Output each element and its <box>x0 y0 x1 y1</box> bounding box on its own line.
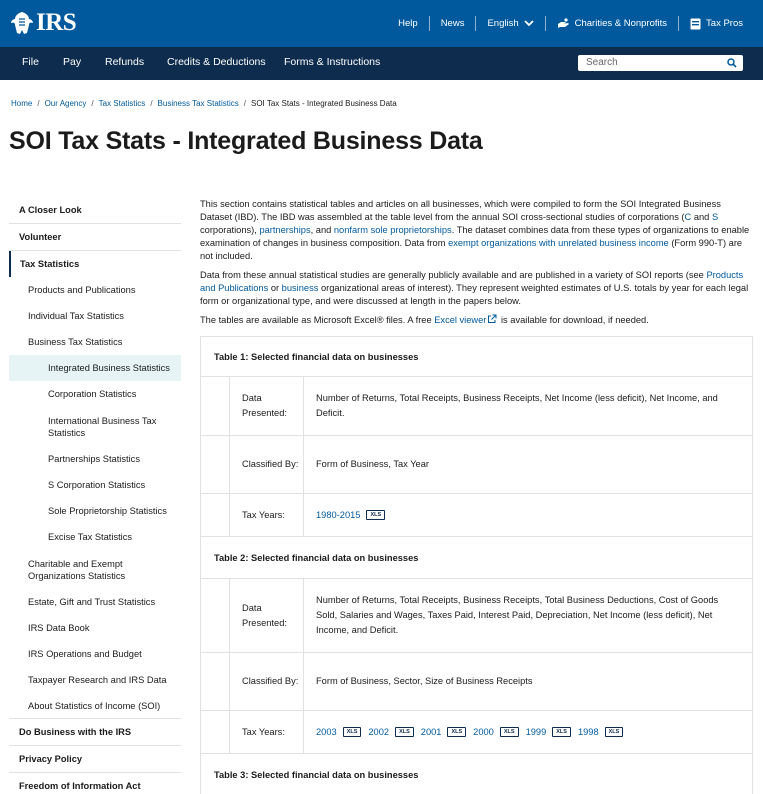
sidebar-item-individual-tax-statistics[interactable]: Individual Tax Statistics <box>28 311 124 321</box>
search-icon[interactable] <box>727 58 737 68</box>
sidebar-item-charitable-exempt-organizations[interactable]: Charitable and Exempt Organizations Statistics <box>28 558 126 581</box>
table-1-caption: Table 1: Selected financial data on businesses <box>201 337 752 377</box>
text: (Form 990-T) are not included. <box>200 238 743 261</box>
year-link[interactable]: 2003 <box>316 726 337 737</box>
news-link[interactable] <box>430 17 476 31</box>
link-excel-viewer[interactable]: Excel viewer <box>434 315 487 325</box>
chevron-down-icon <box>524 20 534 27</box>
nav-pay[interactable]: Pay <box>63 56 82 68</box>
sidebar-item-privacy-policy[interactable]: Privacy Policy <box>9 746 181 773</box>
table-row <box>201 436 752 494</box>
data-tables <box>200 336 753 794</box>
text: Data from these annual statistical studies are generally publicly available and are published in a variety of SOI reports (see <box>200 270 707 280</box>
row-label: Tax Years: <box>230 711 304 753</box>
year-link[interactable]: 2000 <box>473 726 494 737</box>
year-link[interactable]: 1999 <box>525 726 547 737</box>
cell-spacer <box>201 653 230 710</box>
sidebar-item-sole-proprietorship-statistics[interactable]: Sole Proprietorship Statistics <box>48 506 167 516</box>
help-label: Help <box>398 18 418 29</box>
row-label: Tax Years: <box>230 494 304 536</box>
irs-logo[interactable] <box>10 9 76 37</box>
table-row <box>201 494 752 537</box>
xls-badge[interactable]: XLS <box>552 727 571 737</box>
page-title: SOI Tax Stats - Integrated Business Data <box>9 127 483 155</box>
breadcrumb-tax-statistics[interactable]: Tax Statistics <box>98 99 146 108</box>
logo-text: IRS <box>36 9 77 36</box>
sidebar-item-business-tax-statistics[interactable]: Business Tax Statistics <box>28 337 123 347</box>
xls-badge[interactable]: XLS <box>366 510 385 520</box>
cell-spacer <box>201 579 230 652</box>
language-label: English <box>487 18 519 29</box>
link-partnerships[interactable]: partnerships <box>259 225 311 235</box>
breadcrumb-separator: / <box>37 99 40 108</box>
site-header <box>0 0 763 47</box>
xls-badge[interactable]: XLS <box>500 727 519 737</box>
row-value: Form of Business, Sector, Size of Business Receipts <box>316 676 533 686</box>
language-select[interactable] <box>476 17 544 31</box>
eagle-logo-icon <box>10 10 34 36</box>
nav-refunds[interactable]: Refunds <box>105 56 145 68</box>
sidebar-item-integrated-business-statistics[interactable]: Integrated Business Statistics <box>9 355 181 381</box>
sidebar-item-irs-operations-budget[interactable]: IRS Operations and Budget <box>28 649 142 659</box>
sidebar-item-estate-gift-trust[interactable]: Estate, Gift and Trust Statistics <box>28 597 156 607</box>
link-c-corporations[interactable]: C <box>684 212 692 222</box>
sidebar-item-a-closer-look[interactable]: A Closer Look <box>9 197 181 224</box>
sidebar-item-irs-data-book[interactable]: IRS Data Book <box>28 623 90 633</box>
news-label: News <box>440 18 465 29</box>
help-link[interactable] <box>387 17 429 31</box>
text: This section contains statistical tables and articles on all businesses, which were compiled to form the SOI Integrated Business Dataset (IBD). The IBD was assembled at the table level from the annual SOI cross-sectional studies of corporations ( <box>200 199 721 222</box>
text: is available for download, if needed. <box>498 315 649 325</box>
text: corporations), <box>200 225 260 235</box>
charities-link[interactable] <box>546 17 678 31</box>
breadcrumb-home[interactable]: Home <box>11 99 33 108</box>
link-s-corporations[interactable]: S <box>711 212 719 222</box>
link-products-publications[interactable]: Products and Publications <box>200 270 744 293</box>
text: or <box>268 283 282 293</box>
tax-years-links <box>304 494 752 536</box>
year-link[interactable]: 1980-2015 <box>316 509 361 520</box>
intro-paragraph-2 <box>200 269 753 308</box>
sidebar-item-tax-statistics[interactable]: Tax Statistics <box>9 251 181 277</box>
table-2-caption: Table 2: Selected financial data on businesses <box>201 537 752 579</box>
breadcrumb-current: SOI Tax Stats - Integrated Business Data <box>251 99 397 108</box>
xls-badge[interactable]: XLS <box>343 727 362 737</box>
row-label: Classified By: <box>230 653 304 710</box>
xls-badge[interactable]: XLS <box>395 727 414 737</box>
tax-pros-label: Tax Pros <box>706 18 743 29</box>
row-label: Data Presented: <box>230 579 304 652</box>
charities-label: Charities & Nonprofits <box>574 18 668 29</box>
cell-spacer <box>201 377 230 435</box>
nav-file[interactable]: File <box>22 56 39 68</box>
text: organizational areas of interest). They represent weighted estimates of U.S. totals by year for each legal form or organizational type, and were discussed at length in the papers below. <box>200 283 749 306</box>
sidebar-item-partnerships-statistics[interactable]: Partnerships Statistics <box>48 454 140 464</box>
tax-years-links <box>304 711 752 753</box>
sidebar-item-products-publications[interactable]: Products and Publications <box>28 285 136 295</box>
table-3-caption: Table 3: Selected financial data on businesses <box>214 770 419 780</box>
intro-paragraph-3 <box>200 314 753 327</box>
row-label: Classified By: <box>230 436 304 493</box>
year-link[interactable]: 1998 <box>577 726 599 737</box>
search-placeholder: Search <box>586 57 618 68</box>
search-input[interactable] <box>578 55 743 71</box>
tax-pro-badge-icon <box>690 18 701 30</box>
intro-paragraph-1 <box>200 198 753 263</box>
sidebar-item-foia[interactable]: Freedom of Information Act <box>19 781 141 791</box>
text: and <box>691 212 712 222</box>
link-nonfarm-sole-proprietorships[interactable]: nonfarm sole proprietorships <box>333 225 452 235</box>
sidebar-item-do-business[interactable]: Do Business with the IRS <box>9 719 181 746</box>
table-row <box>201 711 752 754</box>
text: The tables are available as Microsoft Excel® files. A free <box>200 315 435 325</box>
charity-hands-icon <box>557 18 570 29</box>
breadcrumb-business-tax-statistics[interactable]: Business Tax Statistics <box>157 99 239 108</box>
year-link[interactable]: 2002 <box>368 726 390 737</box>
link-business[interactable]: business <box>281 283 319 293</box>
table-row <box>201 579 752 653</box>
sidebar-item-international-business-tax-statistics[interactable]: International Business Tax Statistics <box>48 415 157 438</box>
text: , and <box>310 225 334 235</box>
main-content <box>200 198 753 333</box>
row-value: Number of Returns, Total Receipts, Business Receipts, Net Income (less deficit), Net Income, and Deficit. <box>316 393 718 418</box>
breadcrumb-separator: / <box>91 99 94 108</box>
xls-badge[interactable]: XLS <box>447 727 466 737</box>
external-link-icon <box>487 314 497 324</box>
nav-forms-instructions[interactable]: Forms & Instructions <box>284 56 381 68</box>
sidebar-item-s-corporation-statistics[interactable]: S Corporation Statistics <box>48 480 146 490</box>
xls-badge[interactable]: XLS <box>605 727 624 737</box>
sidebar-item-taxpayer-research[interactable]: Taxpayer Research and IRS Data <box>28 675 167 685</box>
row-label: Data Presented: <box>230 377 304 435</box>
year-link[interactable]: 2001 <box>420 726 442 737</box>
sidebar-item-about-soi[interactable]: About Statistics of Income (SOI) <box>9 693 181 719</box>
sidebar-nav <box>9 197 181 794</box>
row-value: Number of Returns, Total Receipts, Business Receipts, Total Business Deductions, Cost of Goods Sold, Salaries and Wages, Taxes Paid, Interest Paid, Depreciation, Net Income (less deficit), Net Income, and Deficit. <box>316 595 719 635</box>
table-row <box>201 653 752 711</box>
breadcrumb <box>11 99 397 108</box>
main-nav <box>0 47 763 80</box>
tax-pros-link[interactable] <box>679 17 743 31</box>
text: . The dataset combines data from these types of organizations to enable examination of changes in business composition. Data from <box>200 225 750 248</box>
sidebar-item-corporation-statistics[interactable]: Corporation Statistics <box>48 389 137 399</box>
sidebar-item-excise-tax-statistics[interactable]: Excise Tax Statistics <box>48 532 133 542</box>
cell-spacer <box>201 436 230 493</box>
cell-spacer <box>201 494 230 536</box>
link-exempt-organizations[interactable]: exempt organizations with unrelated business income <box>448 238 669 248</box>
cell-spacer <box>201 711 230 753</box>
nav-credits-deductions[interactable]: Credits & Deductions <box>167 56 266 68</box>
sidebar-item-volunteer[interactable]: Volunteer <box>9 224 181 251</box>
breadcrumb-separator: / <box>150 99 153 108</box>
row-value: Form of Business, Tax Year <box>316 459 429 469</box>
breadcrumb-our-agency[interactable]: Our Agency <box>44 99 87 108</box>
table-row <box>201 377 752 436</box>
breadcrumb-separator: / <box>243 99 246 108</box>
utility-links <box>387 0 743 47</box>
